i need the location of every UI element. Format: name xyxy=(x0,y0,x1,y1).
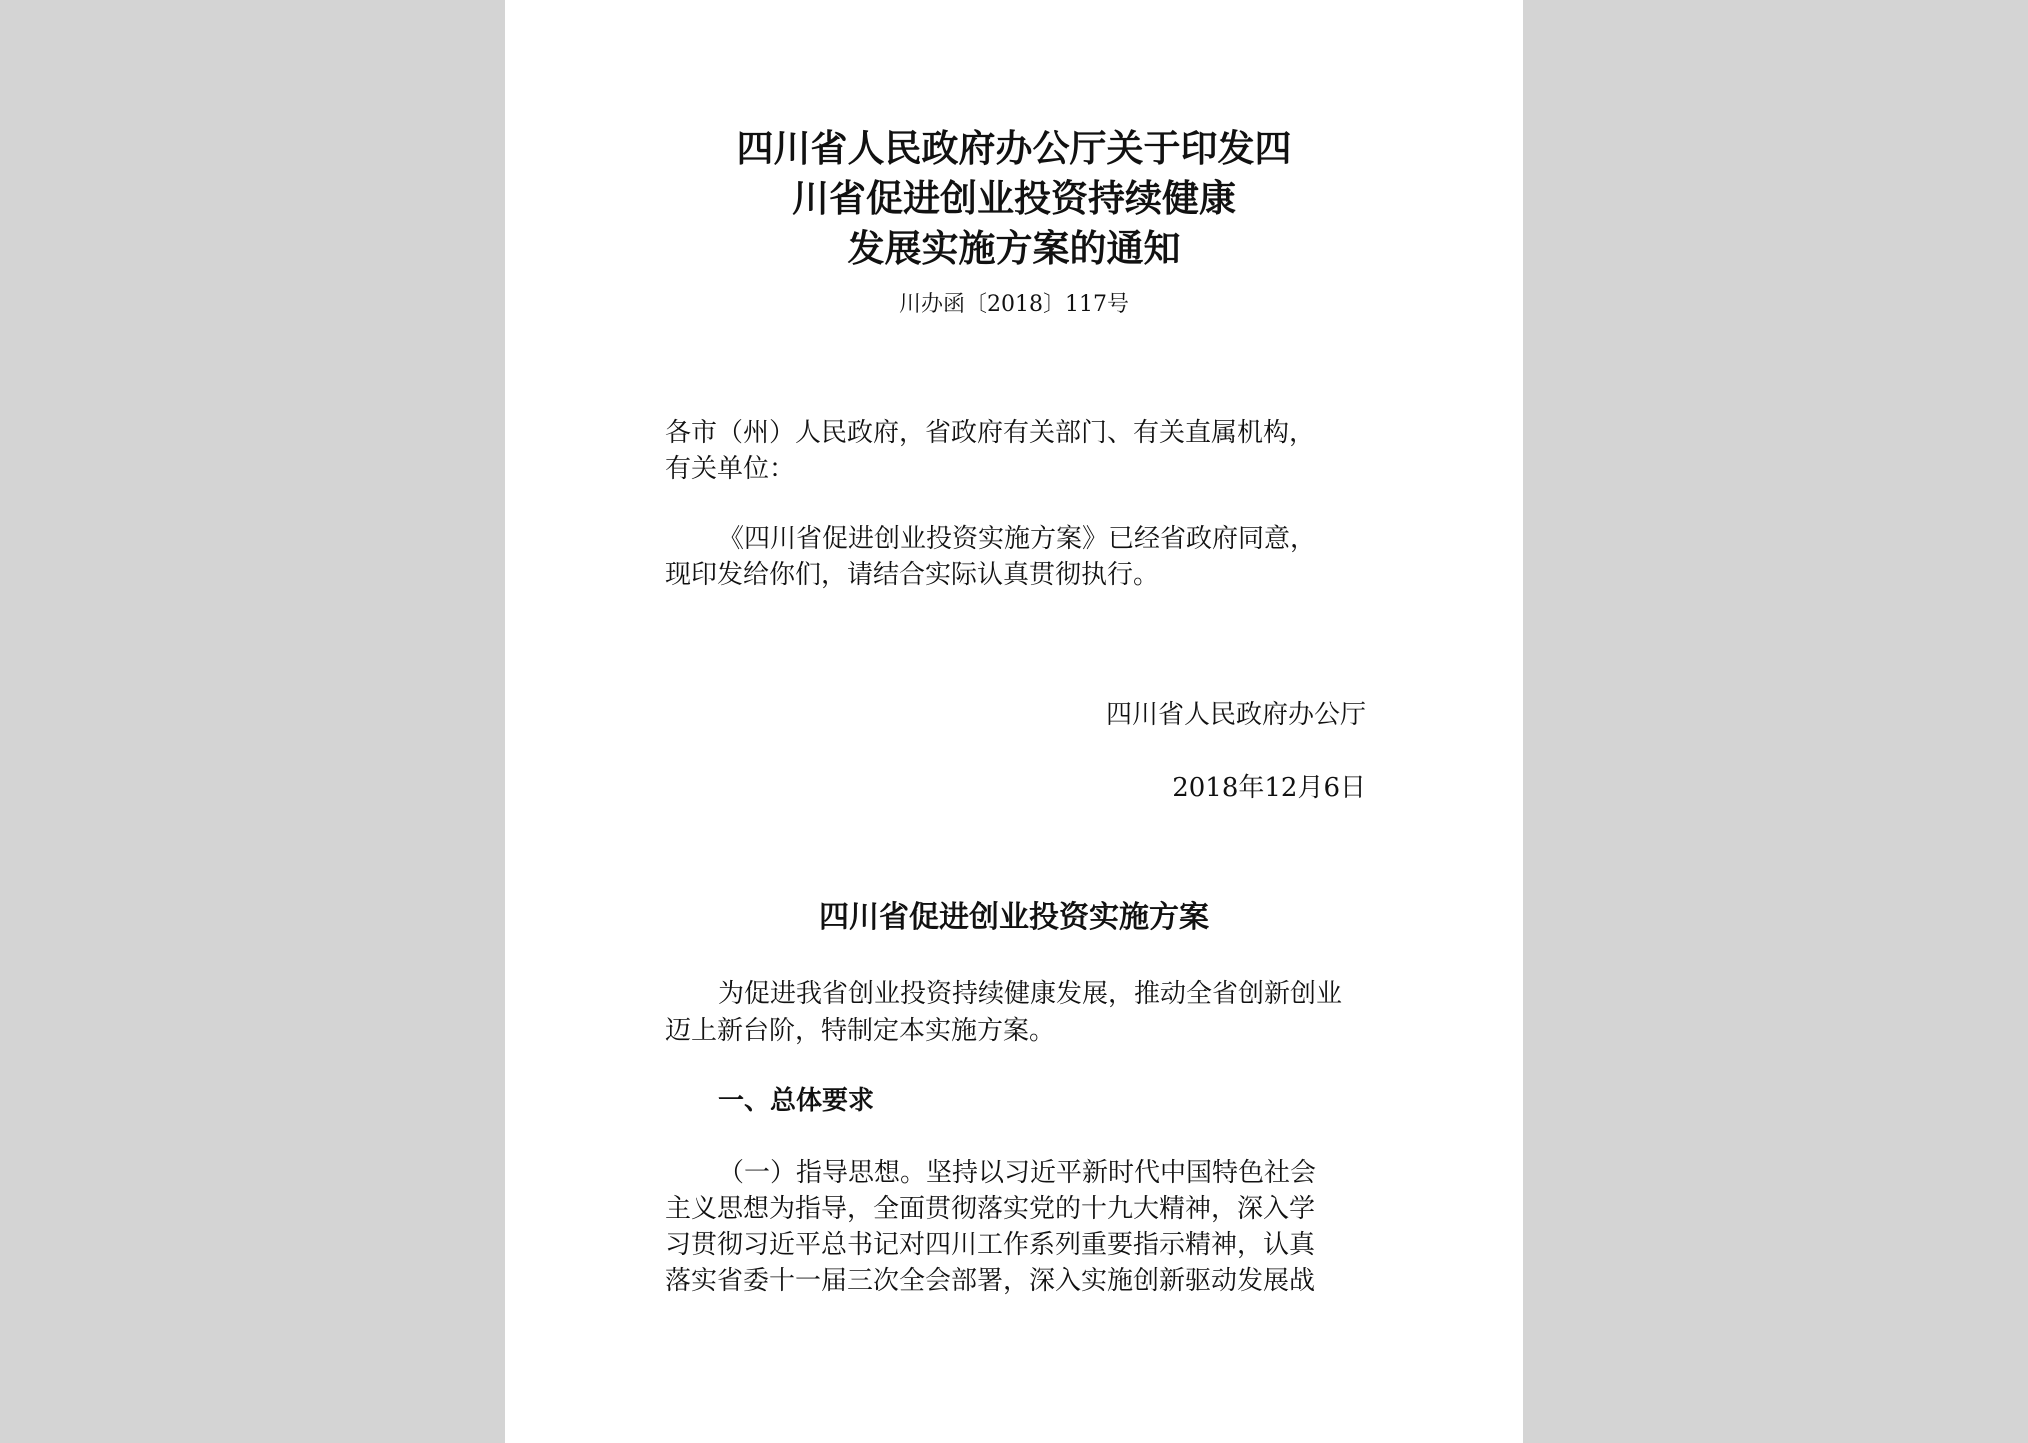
intro-line-1: 为促进我省创业投资持续健康发展，推动全省创新创业 xyxy=(718,979,1343,1009)
body-line-2: 现印发给你们，请结合实际认真贯彻执行。 xyxy=(665,560,1160,590)
guiding-line-2: 主义思想为指导，全面贯彻落实党的十九大精神，深入学 xyxy=(665,1194,1316,1224)
guiding-line-4: 落实省委十一届三次全会部署，深入实施创新驱动发展战 xyxy=(665,1266,1316,1296)
guiding-line-3: 习贯彻习近平总书记对四川工作系列重要指示精神，认真 xyxy=(665,1230,1316,1260)
section-heading: 一、总体要求 xyxy=(718,1086,875,1116)
title-line-1: 四川省人民政府办公厅关于印发四 xyxy=(736,126,1292,170)
addressee-line-2: 有关单位： xyxy=(665,454,796,484)
title-line-3: 发展实施方案的通知 xyxy=(847,226,1181,270)
issuer: 四川省人民政府办公厅 xyxy=(1105,700,1366,730)
body-line-1: 《四川省促进创业投资实施方案》已经省政府同意， xyxy=(718,524,1317,554)
addressee-line-1: 各市（州）人民政府，省政府有关部门、有关直属机构， xyxy=(665,418,1316,448)
issue-date: 2018年12月6日 xyxy=(1172,773,1366,803)
title-line-2: 川省促进创业投资持续健康 xyxy=(792,176,1236,220)
intro-line-2: 迈上新台阶，特制定本实施方案。 xyxy=(665,1016,1056,1046)
document-page xyxy=(505,0,1523,1443)
guiding-line-1: （一）指导思想。坚持以习近平新时代中国特色社会 xyxy=(718,1158,1317,1188)
document-number: 川办函〔2018〕117号 xyxy=(899,292,1129,317)
plan-title: 四川省促进创业投资实施方案 xyxy=(819,900,1209,935)
